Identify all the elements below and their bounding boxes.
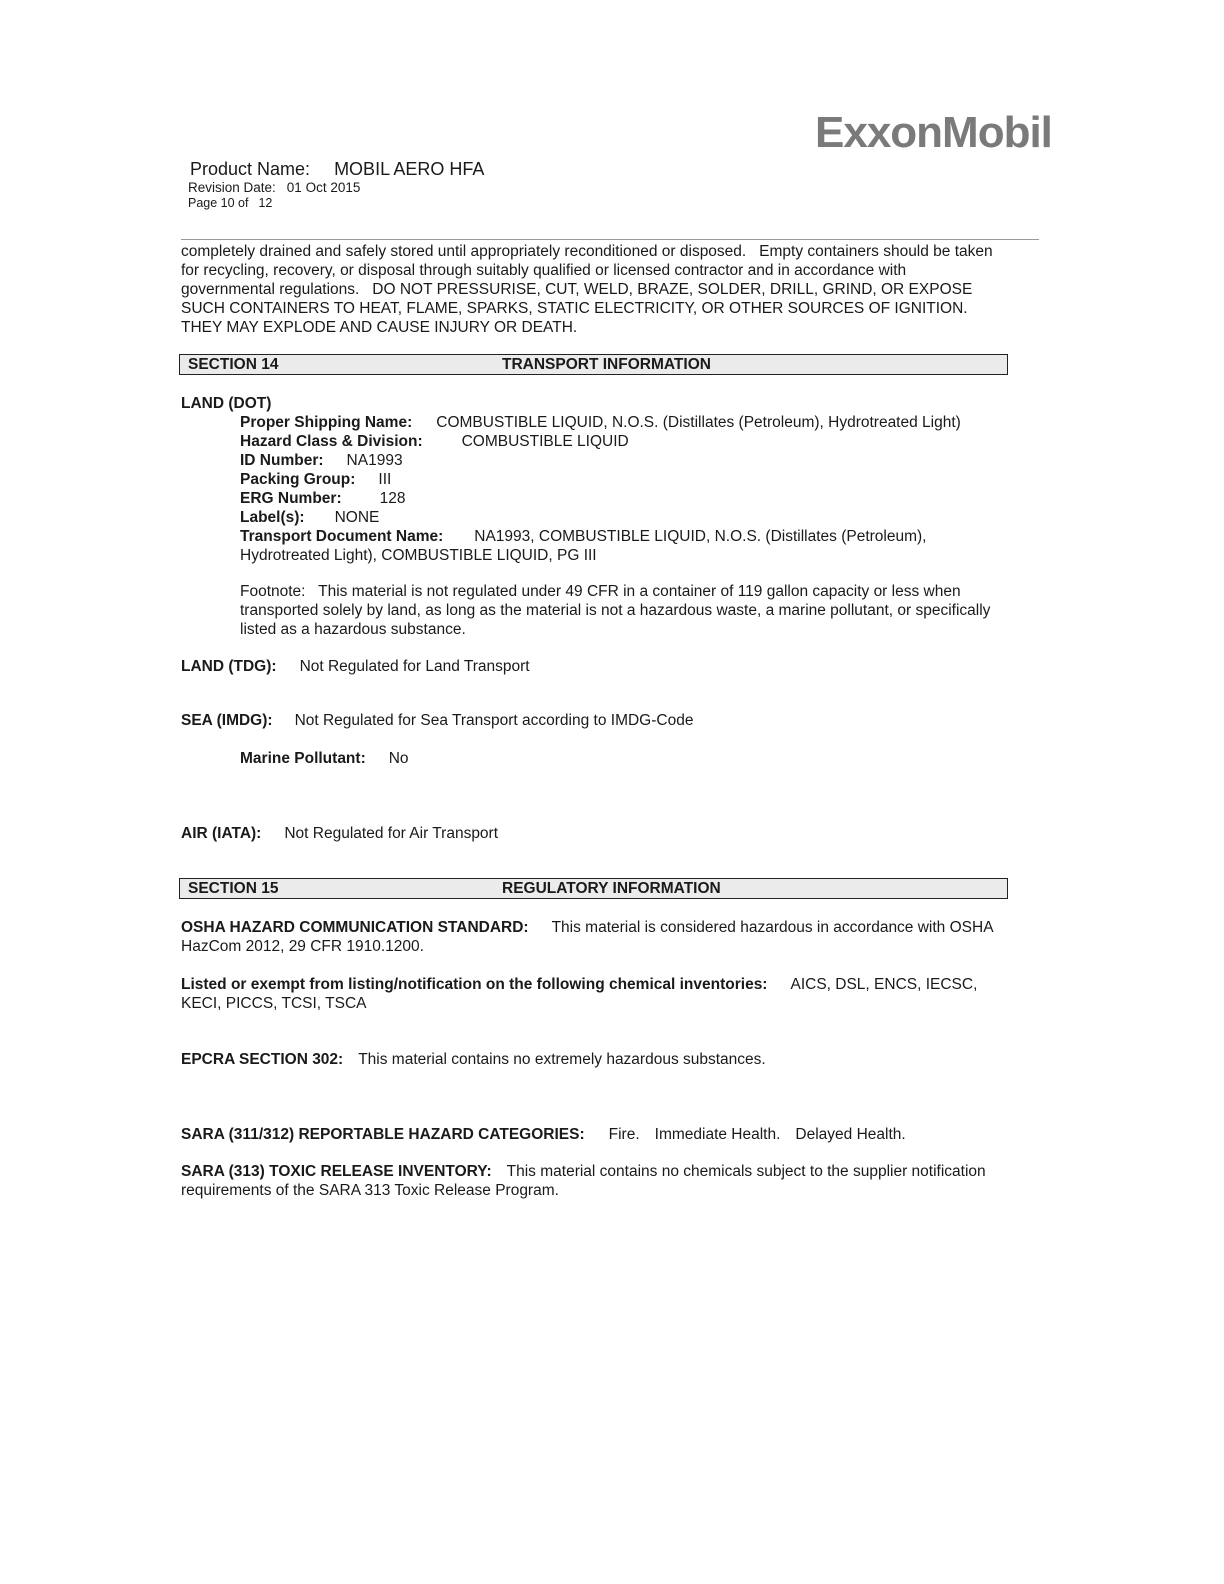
labels-row: [240, 508, 1040, 527]
paragraph-line: completely drained and safely stored until appropriately reconditioned or disposed. Empty containers should be taken: [181, 243, 993, 260]
field-value: COMBUSTIBLE LIQUID: [461, 433, 629, 450]
field-label: ERG Number:: [240, 490, 342, 507]
sara-313-paragraph: [181, 1162, 1043, 1200]
inventories-label: Listed or exempt from listing/notification on the following chemical inventories:: [181, 976, 768, 993]
epcra-302-row: [181, 1050, 1043, 1069]
footnote-line: transported solely by land, as long as the material is not a hazardous waste, a marine pollutant, or specifically: [240, 602, 991, 619]
header-divider: [181, 239, 1039, 240]
field-label: Proper Shipping Name:: [240, 414, 413, 431]
air-iata-row: [181, 824, 1043, 843]
sara-311-label: SARA (311/312) REPORTABLE HAZARD CATEGORIES:: [181, 1126, 585, 1143]
transport-document-continuation: Hydrotreated Light), COMBUSTIBLE LIQUID, PG III: [240, 547, 597, 564]
marine-pollutant-label: Marine Pollutant:: [240, 750, 366, 767]
hazard-category: Immediate Health.: [654, 1126, 781, 1143]
epcra-value: This material contains no extremely hazardous substances.: [358, 1051, 766, 1068]
section-14-header: [179, 354, 1008, 375]
field-value: NONE: [334, 509, 380, 526]
marine-pollutant-row: [240, 749, 1040, 768]
footnote-line: listed as a hazardous substance.: [240, 621, 466, 638]
osha-standard-paragraph: [181, 918, 1043, 956]
inventories-value-continuation: KECI, PICCS, TCSI, TSCA: [181, 995, 367, 1012]
exxonmobil-logo: ExxonMobil: [815, 108, 1052, 157]
land-tdg-row: [181, 657, 1043, 676]
dot-footnote: [240, 582, 1040, 639]
hazard-category: Delayed Health.: [795, 1126, 906, 1143]
field-value: NA1993, COMBUSTIBLE LIQUID, N.O.S. (Distillates (Petroleum),: [474, 528, 927, 545]
dot-fields: [240, 413, 1040, 565]
epcra-label: EPCRA SECTION 302:: [181, 1051, 344, 1068]
id-number-row: [240, 451, 1040, 470]
land-tdg-label: LAND (TDG):: [181, 658, 277, 675]
field-label: Label(s):: [240, 509, 305, 526]
paragraph-line: governmental regulations. DO NOT PRESSURISE, CUT, WELD, BRAZE, SOLDER, DRILL, GRIND, OR EXPOSE: [181, 281, 973, 298]
field-value: III: [378, 471, 392, 488]
erg-number-row: [240, 489, 1040, 508]
hazard-class-row: [240, 432, 1040, 451]
paragraph-line: SUCH CONTAINERS TO HEAT, FLAME, SPARKS, STATIC ELECTRICITY, OR OTHER SOURCES OF IGNITION.: [181, 300, 968, 317]
marine-pollutant-value: No: [388, 750, 409, 767]
section-15-header: [179, 878, 1008, 899]
sea-imdg-value: Not Regulated for Sea Transport according to IMDG-Code: [294, 712, 694, 729]
sara-313-value-continuation: requirements of the SARA 313 Toxic Release Program.: [181, 1182, 559, 1199]
section-number: SECTION 14: [188, 356, 279, 373]
air-iata-label: AIR (IATA):: [181, 825, 262, 842]
transport-document-row: [240, 527, 1040, 546]
packing-group-row: [240, 470, 1040, 489]
product-name-value: MOBIL AERO HFA: [334, 159, 485, 179]
field-label: Packing Group:: [240, 471, 356, 488]
proper-shipping-name-row: [240, 413, 1040, 432]
chemical-inventories-paragraph: [181, 975, 1043, 1013]
section-title: TRANSPORT INFORMATION: [502, 356, 711, 373]
osha-value: This material is considered hazardous in accordance with OSHA: [551, 919, 994, 936]
sara-313-value: This material contains no chemicals subject to the supplier notification: [506, 1163, 986, 1180]
revision-date-value: 01 Oct 2015: [286, 180, 361, 195]
product-name-label: Product Name:: [190, 159, 311, 179]
sea-imdg-row: [181, 711, 1043, 730]
product-name-line: [190, 159, 484, 180]
land-tdg-value: Not Regulated for Land Transport: [299, 658, 530, 675]
paragraph-line: THEY MAY EXPLODE AND CAUSE INJURY OR DEATH.: [181, 319, 578, 336]
field-label: Transport Document Name:: [240, 528, 444, 545]
osha-value-continuation: HazCom 2012, 29 CFR 1910.1200.: [181, 938, 424, 955]
disposal-paragraph: [181, 242, 1043, 337]
field-value: NA1993: [346, 452, 403, 469]
field-value: COMBUSTIBLE LIQUID, N.O.S. (Distillates (Petroleum), Hydrotreated Light): [436, 414, 961, 431]
revision-date-line: [188, 180, 360, 195]
field-label: Hazard Class & Division:: [240, 433, 423, 450]
land-dot-heading: LAND (DOT): [181, 395, 272, 412]
air-iata-value: Not Regulated for Air Transport: [284, 825, 499, 842]
footnote-line: Footnote: This material is not regulated under 49 CFR in a container of 119 gallon capacity or less when: [240, 583, 961, 600]
section-number: SECTION 15: [188, 880, 279, 897]
page-number-label: Page 10 of: [188, 196, 249, 210]
page-number-line: [188, 196, 272, 210]
section-title: REGULATORY INFORMATION: [502, 880, 721, 897]
hazard-category: Fire.: [608, 1126, 640, 1143]
sea-imdg-label: SEA (IMDG):: [181, 712, 273, 729]
inventories-value: AICS, DSL, ENCS, IECSC,: [790, 976, 978, 993]
page-number-total: 12: [258, 196, 273, 210]
paragraph-line: for recycling, recovery, or disposal through suitably qualified or licensed contractor and in accordance with: [181, 262, 907, 279]
field-value: 128: [379, 490, 406, 507]
sara-313-label: SARA (313) TOXIC RELEASE INVENTORY:: [181, 1163, 492, 1180]
osha-label: OSHA HAZARD COMMUNICATION STANDARD:: [181, 919, 529, 936]
sara-311-312-row: [181, 1125, 1043, 1144]
revision-date-label: Revision Date:: [188, 180, 276, 195]
field-label: ID Number:: [240, 452, 324, 469]
